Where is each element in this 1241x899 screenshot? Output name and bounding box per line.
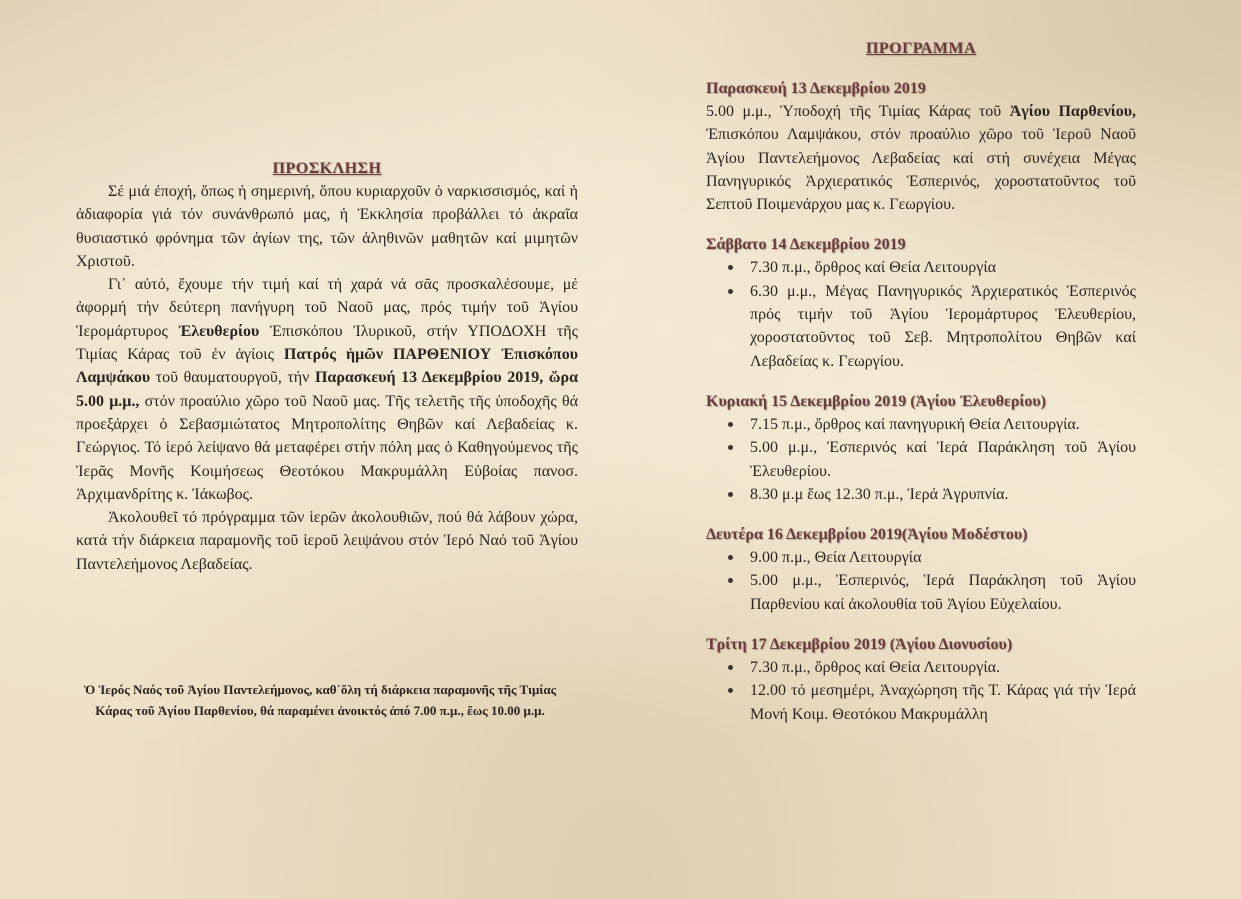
day-section xyxy=(706,78,1136,216)
schedule-item: 7.30 π.μ., ὄρθρος καί Θεία Λειτουργία xyxy=(750,256,1136,279)
schedule-item: 8.30 μ.μ ἕως 12.30 π.μ., Ἱερά Ἀγρυπνία. xyxy=(750,483,1136,506)
day-heading: Σάββατο 14 Δεκεμβρίου 2019 xyxy=(706,236,906,254)
day-heading: Κυριακή 15 Δεκεμβρίου 2019 (Ἁγίου Ἐλευθερίου) xyxy=(706,392,1046,410)
saint-name: Ἁγίου Παρθενίου, xyxy=(1009,103,1137,120)
schedule-item: 7.15 π.μ., ὄρθρος καί πανηγυρική Θεία Λειτουργία. xyxy=(750,413,1136,436)
day-heading: Δευτέρα 16 Δεκεμβρίου 2019(Ἁγίου Μοδέστου) xyxy=(706,526,1028,544)
paragraph-text: τοῦ θαυματουργοῦ, τήν xyxy=(150,369,315,387)
opening-hours-note: Ὁ Ἱερός Ναός τοῦ Ἁγίου Παντελεήμονος, καθ᾽ὅλη τή διάρκεια παραμονῆς τῆς Τιμίας Κάρας τοῦ Ἁγίου Παρθενίου, θά παραμένει ἀνοικτός ἀπό 7.00 π.μ., ἕως 10.00 μ.μ. xyxy=(83,682,557,718)
invitation-paragraph-2 xyxy=(76,273,578,506)
program-title: ΠΡΟΓΡΑΜΜΑ xyxy=(865,40,977,57)
schedule-list xyxy=(706,413,1136,506)
invitation-column xyxy=(76,160,578,576)
schedule-item: 5.00 μ.μ., Ἑσπερινός καί Ἱερά Παράκληση τοῦ Ἁγίου Ἐλευθερίου. xyxy=(750,436,1136,483)
day-section xyxy=(706,234,1136,372)
schedule-item: 12.00 τό μεσημέρι, Ἀναχώρηση τῆς Τ. Κάρας γιά τήν Ἱερά Μονή Κοιμ. Θεοτόκου Μακρυμάλλη xyxy=(750,679,1136,726)
invitation-title: ΠΡΟΣΚΛΗΣΗ xyxy=(272,160,382,177)
paragraph-text: στόν προαύλιο χῶρο τοῦ Ναοῦ μας. Τῆς τελετῆς τῆς ὑποδοχῆς θά προεξάρχει ὁ Σεβασμιώτατος Μητροπολίτης Θηβῶν καί Λεβαδείας κ. Γεώργιος. Τό ἱερό λείψανο θά μεταφέρει στήν πόλη μας ὁ Καθηγούμενος τῆς Ἱερᾶς Μονῆς Κοιμήσεως Θεοτόκου Μακρυμάλλη Εὐβοίας πανοσ. Ἀρχιμανδρίτης κ. Ἰάκωβος. xyxy=(76,392,578,503)
schedule-item: 9.00 π.μ., Θεία Λειτουργία xyxy=(750,546,1136,569)
day-heading: Παρασκευή 13 Δεκεμβρίου 2019 xyxy=(706,80,926,97)
day-heading: Τρίτη 17 Δεκεμβρίου 2019 (Ἁγίου Διονυσίου) xyxy=(706,636,1013,654)
saint-name: Ἐλευθερίου xyxy=(178,322,260,340)
day-section xyxy=(706,524,1136,616)
day-description xyxy=(706,100,1136,216)
schedule-item: 7.30 π.μ., ὄρθρος καί Θεία Λειτουργία. xyxy=(750,656,1136,679)
schedule-list xyxy=(706,656,1136,726)
program-column xyxy=(706,40,1136,744)
day-section xyxy=(706,634,1136,726)
schedule-list xyxy=(706,256,1136,372)
day-section xyxy=(706,391,1136,506)
invitation-paragraph-1: Σέ μιά ἐποχή, ὅπως ἡ σημερινή, ὅπου κυριαρχοῦν ὁ ναρκισσισμός, καί ἡ ἀδιαφορία γιά τόν συνάνθρωπό μας, ἡ Ἐκκλησία προβάλλει τό ἀκραῖα θυσιαστικό φρόνημα τῶν ἁγίων της, τῶν ἀληθινῶν μαθητῶν καί μιμητῶν Χριστοῦ. xyxy=(76,183,578,270)
paragraph-text: Ἐπισκόπου Λαμψάκου, στόν προαύλιο χῶρο τοῦ Ἱεροῦ Ναοῦ Ἁγίου Παντελεήμονος Λεβαδείας καί στή συνέχεια Μέγας Πανηγυρικός Ἀρχιερατικός Ἑσπερινός, χοροστατοῦντος τοῦ Σεπτοῦ Ποιμενάρχου μας κ. Γεωργίου. xyxy=(706,126,1136,214)
schedule-item: 5.00 μ.μ., Ἑσπερινός, Ἱερά Παράκληση τοῦ Ἁγίου Παρθενίου καί ἀκολουθία τοῦ Ἁγίου Εὐχελαίου. xyxy=(750,569,1136,616)
saint-name: Πατρός ἡμῶν ΠΑΡΘΕΝΙΟΥ Ἐπισκόπου Λαμψάκου xyxy=(76,346,578,387)
schedule-list xyxy=(706,546,1136,616)
invitation-paragraph-3: Ἀκολουθεῖ τό πρόγραμμα τῶν ἱερῶν ἀκολουθιῶν, πού θά λάβουν χώρα, κατά τήν διάρκεια παραμονῆς τοῦ ἱεροῦ λειψάνου στόν Ἱερό Ναό τοῦ Ἁγίου Παντελεήμονος Λεβαδείας. xyxy=(76,509,578,573)
paragraph-text: Γι᾽ αὐτό, ἔχουμε τήν τιμή καί τή χαρά νά σᾶς προσκαλέσουμε, μέ ἀφορμή τήν δεύτερη πανήγυρη τοῦ Ναοῦ μας, πρός τιμήν τοῦ Ἁγίου Ἱερομάρτυρος xyxy=(76,276,578,340)
event-date-time: Παρασκευή 13 Δεκεμβρίου 2019, ὥρα 5.00 μ.μ., xyxy=(76,369,578,410)
paragraph-text: Ἐπισκόπου Ἰλυρικοῦ, στήν ΥΠΟΔΟΧΗ τῆς Τιμίας Κάρας τοῦ ἐν ἁγίοις xyxy=(76,322,578,364)
paragraph-text: 5.00 μ.μ., Ὑποδοχή τῆς Τιμίας Κάρας τοῦ xyxy=(706,103,1010,120)
schedule-item: 6.30 μ.μ., Μέγας Πανηγυρικός Ἀρχιερατικός Ἑσπερινός πρός τιμήν τοῦ Ἁγίου Ἱερομάρτυρος Ἐλευθερίου, χοροστατοῦντος τοῦ Σεβ. Μητροπολίτου Θηβῶν καί Λεβαδείας κ. Γεωργίου. xyxy=(750,280,1136,373)
